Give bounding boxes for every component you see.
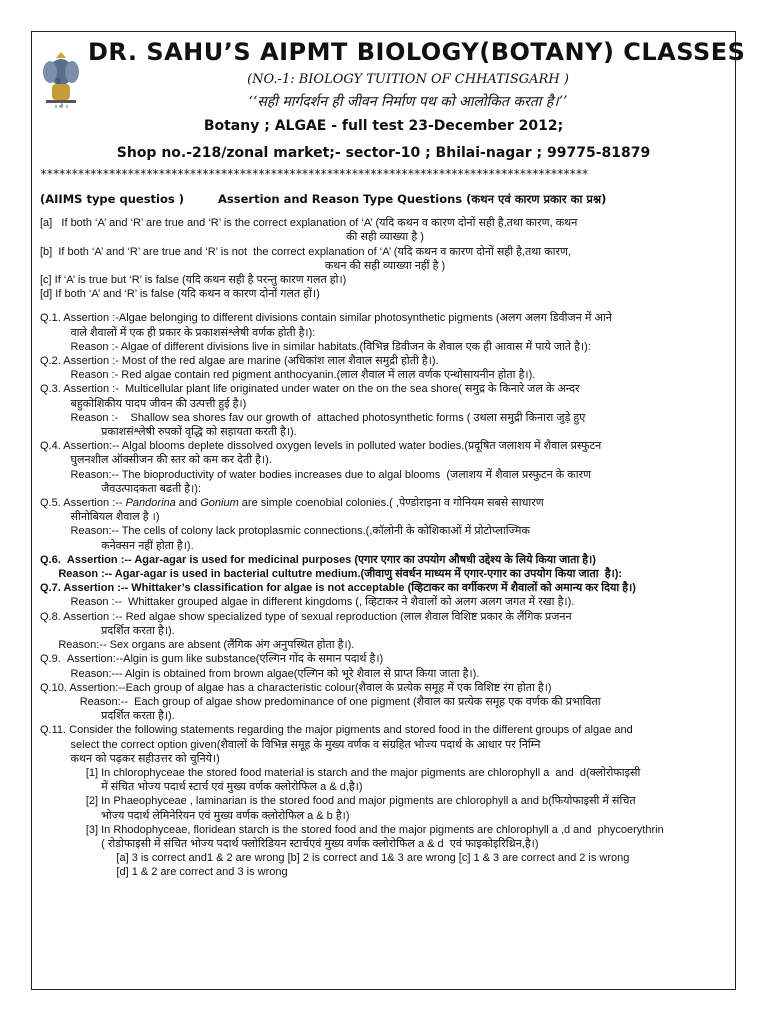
text-line: सीनोबियल शैवाल है ।) — [40, 511, 160, 524]
text-line: Q.1. Assertion :-Algae belonging to different divisions contain similar photosynthetic pigments (अलग अलग डिवीजन में आने — [40, 312, 612, 325]
text-line: Reason:-- Sex organs are absent (लैंगिक अंग अनुपस्थित होता है।). — [40, 639, 355, 652]
text-line: Q.2. Assertion :- Most of the red algae are marine (अधिकांश लाल शैवाल समुद्री होती है।). — [40, 355, 439, 368]
text-line: [d] If both ‘A’ and ‘R’ is false (यदि कथन व कारण दोनों गलत हों।) — [40, 288, 320, 301]
text-line: ( रोडोफाइसी में संचित भोज्य पदार्थ फ्लोरिडियन स्टार्चएवं मुख्य वर्णक क्लोरोफिल a & d एवं फाइकोइरिथ्रिन,है।) — [40, 837, 539, 850]
text-line: select the correct option given(शैवालों के विभिन्न समूह के मुख्य वर्णक व संग्रहित भोज्य पदार्थ के आधार पर निम्नि — [40, 738, 541, 751]
text-line: [3] In Rhodophyceae, floridean starch is the stored food and the major pigments are chlorophyll a ,d and phycoerythrin — [40, 823, 664, 836]
text-line: [a] If both ‘A’ and ‘R’ are true and ‘R’ is the correct explanation of ‘A’ (यदि कथन व कारण दोनों सही है,तथा कारण, कथन — [40, 217, 578, 230]
text-line: प्रदर्शित करता है।). — [40, 624, 175, 637]
test-info-line: Botany ; ALGAE - full test 23-December 2012; — [203, 118, 564, 134]
section-heading: Assertion and Reason Type Questions (कथन एवं कारण प्रकार का प्रश्न) — [218, 192, 607, 206]
text-line: की सही व्याख्या है ) — [346, 231, 424, 244]
text-line: Q.11. Consider the following statements regarding the major pigments and stored food in the different groups of algae and — [40, 724, 633, 737]
text-line: कथन को पढ़कर सहीउत्तर को चुनिये।) — [40, 752, 220, 765]
text-line: भोज्य पदार्थ लेमिनेरियन एवं मुख्य वर्णक क्लोरोफिल a & b है।) — [40, 809, 350, 822]
text-line: [a] 3 is correct and1 & 2 are wrong [b] 2 is correct and 1& 3 are wrong [c] 1 & 3 are correct and 2 is wrong — [40, 852, 630, 865]
text-line: Q.8. Assertion :-- Red algae show specialized type of sexual reproduction (लाल शैवाल विशिष्ट प्रकार के लैंगिक प्रजनन — [40, 610, 572, 623]
text-line: प्रकाशसंश्लेषी रुपकों वृद्धि को सहायता करती है।). — [40, 426, 297, 439]
motto: ‘‘सही मार्गदर्शन ही जीवन निर्माण पथ को आलोकित करता है।’’ — [248, 94, 568, 110]
text-line: में संचित भोज्य पदार्थ स्टार्च एवं मुख्य वर्णक क्लोरोफिल a & d,है।) — [40, 781, 363, 794]
text-line: [2] In Phaeophyceae , laminarian is the stored food and major pigments are chlorophyll a and b(फियोफाइसी में संचित — [40, 795, 636, 808]
subtitle: (NO.-1: BIOLOGY TUITION OF CHHATISGARH ) — [247, 72, 569, 87]
text-line: Reason:-- The bioproductivity of water bodies increases due to algal blooms (जलाशय में शैवाल प्रस्फुटन के कारण — [40, 468, 592, 481]
text-line: Reason :- Red algae contain red pigment anthocyanin.(लाल शैवाल में लाल वर्णक एन्थोसायनीन होता है।). — [40, 369, 536, 382]
text-line: [d] 1 & 2 are correct and 3 is wrong — [40, 866, 288, 879]
text-line: [1] In chlorophyceae the stored food material is starch and the major pigments are chlorophyll a and d(क्लोरोफाइसी — [40, 766, 641, 779]
text-line: Q.6. Assertion :-- Agar-agar is used for medicinal purposes (एगार एगार का उपयोग औषधी उद्देश्य के लिये किया जाता है।) — [40, 553, 596, 566]
question-content — [40, 192, 730, 880]
section-type: (AIIMS type questios ) — [40, 192, 184, 206]
text-line: कनेक्सन नहीं होता है।). — [40, 539, 194, 552]
text-line: Q.7. Assertion :-- Whittaker’s classification for algae is not acceptable (व्हिटाकर का वर्गीकरण में शैवालों को अमान्य कर दिया है।) — [40, 582, 636, 595]
text-line: Reason:-- The cells of colony lack protoplasmic connections.(,कॉलोनी के कोशिकाओं में प्रोटोप्लाज्मिक — [40, 525, 530, 538]
section-header — [40, 192, 730, 206]
shop-info-line: Shop no.-218/zonal market;- sector-10 ; Bhilai-nagar ; 99775-81879 — [116, 145, 651, 161]
page-title: DR. SAHU’S AIPMT BIOLOGY(BOTANY) CLASSES — [88, 38, 746, 66]
text-line: Q.9. Assertion:--Algin is gum like substance(एल्गिन गोंद के समान पदार्थ है।) — [40, 653, 384, 666]
text-line: Reason :- Algae of different divisions live in similar habitats.(विभिन्न डिवीजन के शैवाल एक ही आवास में पाये जाते है।): — [40, 340, 591, 353]
text-line: Q.10. Assertion:--Each group of algae has a characteristic colour(शैवाल के प्रत्येक समूह में एक विशिष्ट रंग होता है।) — [40, 681, 552, 694]
text-line: वाले शैवालों में एक ही प्रकार के प्रकाशसंश्लेषी वर्णक होती है।): — [40, 326, 316, 339]
question-lines — [40, 216, 730, 879]
text-line: Q.4. Assertion:-- Algal blooms deplete dissolved oxygen levels in polluted water bodies.(प्रदूषित जलाशय में शैवाल प्रस्फुटन — [40, 440, 602, 453]
ganesha-logo-icon — [38, 50, 84, 110]
text-line: Reason :- Shallow sea shores fav our growth of attached photosynthetic forms ( उथला समुद्री किनारा जुड़े हुए — [40, 411, 586, 424]
text-line: कथन की सही व्याख्या नहीं है ) — [324, 259, 446, 272]
svg-text:॥ श्री ॥: ॥ श्री ॥ — [53, 104, 69, 110]
text-line: बहुकोशिकीय पादप जीवन की उत्पत्ती हुई है।) — [40, 397, 247, 410]
text-line: [b] If both ‘A’ and ‘R’ are true and ‘R’ is not the correct explanation of ‘A’ (यदि कथन व कारण दोनों सही है,तथा कारण, — [40, 245, 572, 258]
spacer — [40, 301, 730, 311]
text-line: Reason :-- Agar-agar is used in bacterial cultutre medium.(जीवाणु संवर्धन माध्यम में एगार-एगार का उपयोग किया जाता है।): — [40, 568, 623, 581]
text-line: जैवउत्पादकता बढती है।): — [40, 482, 202, 495]
text-line: Reason :-- Whittaker grouped algae in different kingdoms (, व्हिटाकर ने शैवालों को अलग अलग जगत में रखा है।). — [40, 596, 575, 609]
text-line: प्रदर्शित करता है।). — [40, 710, 175, 723]
text-line: Q.3. Assertion :- Multicellular plant life originated under water on the on the sea shore( समुद्र के किनारे जल के अन्दर — [40, 383, 580, 396]
text-line: Reason:--- Algin is obtained from brown algae(एल्गिन को भूरे शैवाल से प्राप्त किया जाता है।). — [40, 667, 480, 680]
text-line: Reason:-- Each group of algae show predominance of one pigment (शैवाल का प्रत्येक समूह एक वर्णक की प्रभाविता — [40, 695, 601, 708]
text-line: Q.5. Assertion :-- Pandorina and Gonium are simple coenobial colonies.( ,पेण्डोराइना व गोनियम सबसे साधारण — [40, 497, 544, 510]
document-page — [31, 31, 746, 990]
text-line: [c] If ‘A’ is true but ‘R’ is false (यदि कथन सही है परन्तु कारण गलत हो।) — [40, 274, 347, 287]
text-line: घुलनशील ऑक्सीजन की स्तर को कम कर देती है।). — [40, 454, 272, 467]
star-divider: **************************************************************************************** — [40, 167, 588, 181]
